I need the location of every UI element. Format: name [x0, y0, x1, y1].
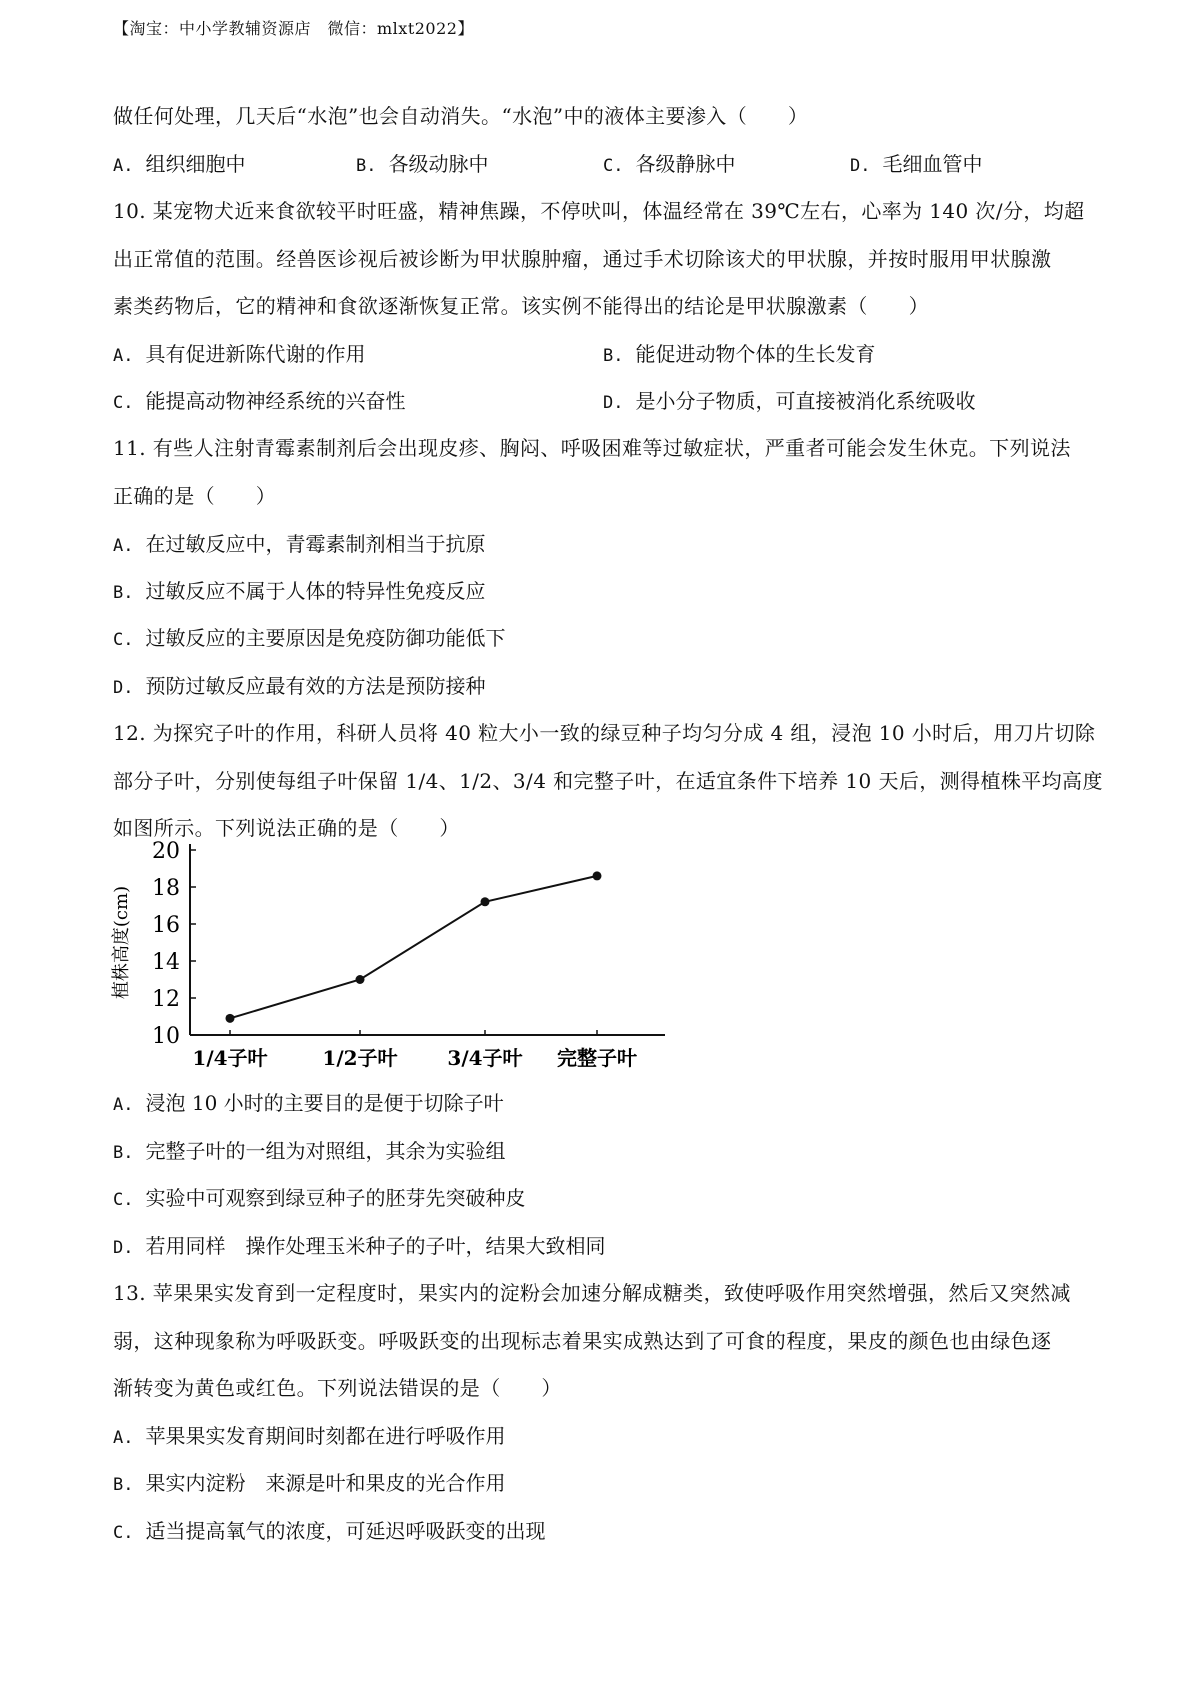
- q10-stem-line-1: 10. 某宠物犬近来食欲较平时旺盛，精神焦躁，不停吠叫，体温经常在 39℃左右，心率为 140 次/分，均超: [113, 199, 1085, 223]
- q12-stem-line-1: 12. 为探究子叶的作用，科研人员将 40 粒大小一致的绿豆种子均匀分成 4 组，浸泡 10 小时后，用刀片切除: [113, 721, 1096, 745]
- q12-stem-line-3: 如图所示。下列说法正确的是（ ）: [113, 816, 460, 840]
- q10-stem-line-3: 素类药物后，它的精神和食欲逐渐恢复正常。该实例不能得出的结论是甲状腺激素（ ）: [113, 294, 929, 318]
- q9-options-row: [113, 151, 1113, 177]
- q13-stem-line-2: 弱，这种现象称为呼吸跃变。呼吸跃变的出现标志着果实成熟达到了可食的程度，果皮的颜色也由绿色逐: [113, 1329, 1052, 1353]
- y-tick-label: 16: [152, 913, 180, 938]
- q13-option-a[interactable]: A. 苹果果实发育期间时刻都在进行呼吸作用: [113, 1424, 506, 1448]
- data-point: [356, 975, 365, 984]
- x-tick-label: 完整子叶: [557, 1046, 637, 1070]
- y-tick-label: 18: [152, 876, 180, 901]
- q9-option-a[interactable]: A. 组织细胞中: [113, 152, 246, 176]
- q12-option-c[interactable]: C. 实验中可观察到绿豆种子的胚芽先突破种皮: [113, 1186, 526, 1210]
- y-tick-label: 14: [152, 950, 180, 975]
- q13-option-b[interactable]: B. 果实内淀粉 来源是叶和果皮的光合作用: [113, 1471, 506, 1495]
- q10-option-b[interactable]: B. 能促进动物个体的生长发育: [603, 342, 876, 366]
- q10-options-row-2: [113, 388, 1113, 414]
- q11-option-d[interactable]: D. 预防过敏反应最有效的方法是预防接种: [113, 674, 486, 698]
- q9-stem-line: 做任何处理，几天后“水泡”也会自动消失。“水泡”中的液体主要渗入（ ）: [113, 104, 809, 128]
- q11-option-c[interactable]: C. 过敏反应的主要原因是免疫防御功能低下: [113, 626, 506, 650]
- y-axis-label: 植株高度(cm): [111, 885, 132, 1000]
- q9-option-b[interactable]: B. 各级动脉中: [356, 152, 489, 176]
- q9-option-c[interactable]: C. 各级静脉中: [603, 152, 736, 176]
- plant-height-line-chart: [105, 840, 685, 1075]
- x-tick-label: 1/2子叶: [322, 1046, 398, 1070]
- y-tick-label: 20: [152, 840, 180, 864]
- q10-options-row-1: [113, 341, 1113, 367]
- series-line: [230, 876, 597, 1018]
- q10-stem-line-2: 出正常值的范围。经兽医诊视后被诊断为甲状腺肿瘤，通过手术切除该犬的甲状腺，并按时服用甲状腺激: [113, 247, 1052, 271]
- data-point: [226, 1014, 235, 1023]
- q11-stem-line-1: 11. 有些人注射青霉素制剂后会出现皮疹、胸闷、呼吸困难等过敏症状，严重者可能会发生休克。下列说法: [113, 436, 1071, 460]
- x-tick-label: 3/4子叶: [447, 1046, 523, 1070]
- q11-option-a[interactable]: A. 在过敏反应中，青霉素制剂相当于抗原: [113, 532, 486, 556]
- q10-option-d[interactable]: D. 是小分子物质，可直接被消化系统吸收: [603, 389, 976, 413]
- q13-option-c[interactable]: C. 适当提高氧气的浓度，可延迟呼吸跃变的出现: [113, 1519, 546, 1543]
- q12-stem-line-2: 部分子叶，分别使每组子叶保留 1/4、1/2、3/4 和完整子叶，在适宜条件下培养 10 天后，测得植株平均高度: [113, 769, 1103, 793]
- q13-stem-line-3: 渐转变为黄色或红色。下列说法错误的是（ ）: [113, 1376, 562, 1400]
- data-point: [481, 897, 490, 906]
- watermark-header: 【淘宝：中小学教辅资源店 微信：mlxt2022】: [113, 19, 474, 38]
- q12-option-b[interactable]: B. 完整子叶的一组为对照组，其余为实验组: [113, 1139, 506, 1163]
- q9-option-d[interactable]: D. 毛细血管中: [850, 152, 983, 176]
- q13-stem-line-1: 13. 苹果果实发育到一定程度时，果实内的淀粉会加速分解成糖类，致使呼吸作用突然增强，然后又突然减: [113, 1281, 1071, 1305]
- q12-option-d[interactable]: D. 若用同样 操作处理玉米种子的子叶，结果大致相同: [113, 1234, 606, 1258]
- y-tick-label: 12: [152, 987, 180, 1012]
- y-tick-label: 10: [152, 1024, 180, 1049]
- q12-option-a[interactable]: A. 浸泡 10 小时的主要目的是便于切除子叶: [113, 1091, 504, 1115]
- q10-option-a[interactable]: A. 具有促进新陈代谢的作用: [113, 342, 366, 366]
- q11-stem-line-2: 正确的是（ ）: [113, 484, 277, 508]
- q10-option-c[interactable]: C. 能提高动物神经系统的兴奋性: [113, 389, 406, 413]
- q11-option-b[interactable]: B. 过敏反应不属于人体的特异性免疫反应: [113, 579, 486, 603]
- data-point: [593, 871, 602, 880]
- x-tick-label: 1/4子叶: [192, 1046, 268, 1070]
